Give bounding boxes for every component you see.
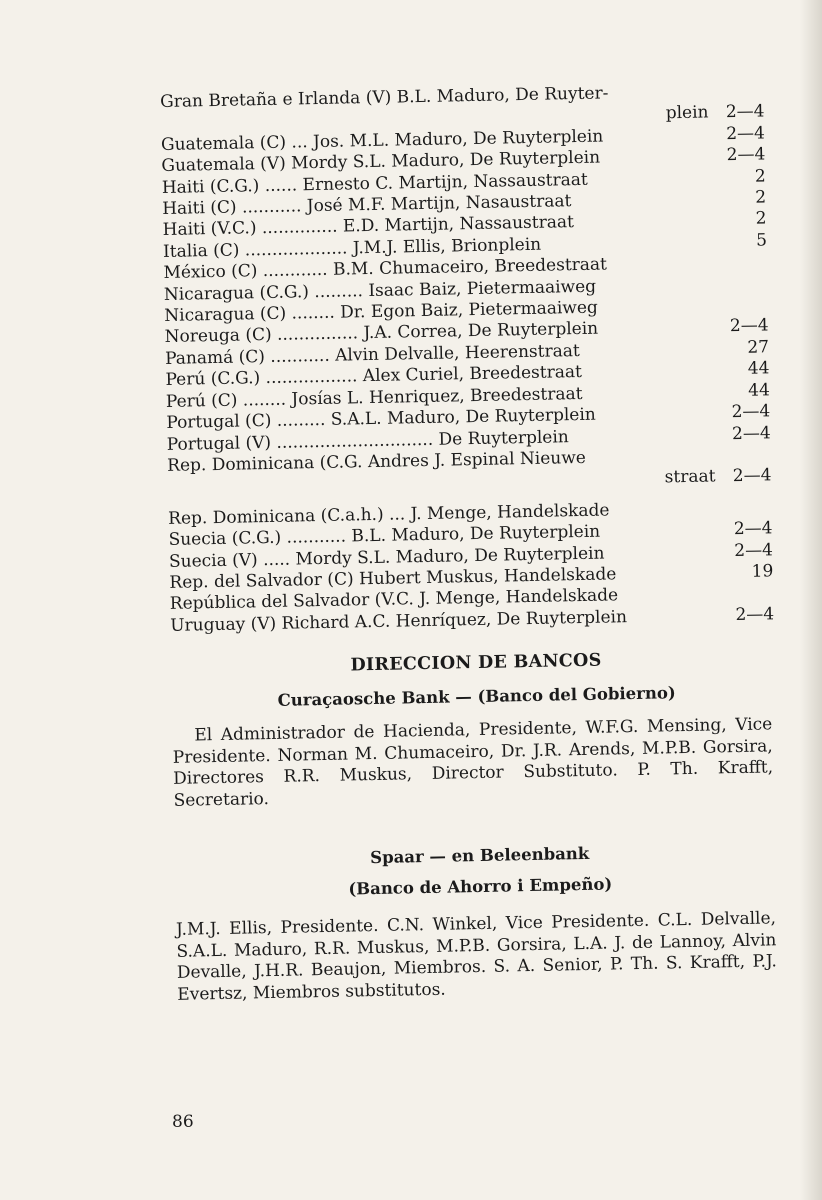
directory-page-ref [712, 294, 774, 295]
bank2-text: J.M.J. Ellis, Presidente. C.N. Winkel, Vice Presidente. C.L. Delvalle, S.A.L. Maduro, R.R. Muskus, M.P.B. Gorsira, L.A. J. de Lannoy, Alvin Devalle, J.H.R. Beaujon, Miembros. S. A. Senior, P. Th. S. Krafft, P.J. Evertsz, Miembros substitutos. [175, 908, 777, 1005]
directory-page-ref: 2—4 [733, 518, 773, 540]
directory-entry: Perú (C) ........ Josías L. Henriquez, Breedestraat [165, 383, 583, 412]
directory-page-ref: 2—4 [731, 401, 771, 423]
directory-page-ref: 2—4 [731, 422, 771, 444]
directory-entry: Rep. Dominicana (C.G. Andres J. Espinal Nieuwe [166, 447, 587, 476]
directory-entry: Suecia (C.G.) ........... B.L. Maduro, De Ruyterplein [168, 521, 601, 551]
directory-entry: Guatemala (C) ... Jos. M.L. Maduro, De Ruyterplein [160, 126, 604, 155]
directory-entry: Perú (C.G.) ................. Alex Curiel, Breedestraat [165, 362, 583, 391]
page-text [160, 80, 787, 1006]
directory-entry: Gran Bretaña e Irlanda (V) B.L. Maduro, De Ruyter- [160, 83, 609, 112]
directory-entry: Nicaragua (C.G.) ......... Isaac Baiz, Pietermaaiweg [163, 276, 597, 305]
directory-page-ref: 44 [748, 380, 771, 401]
directory-entry: Haiti (C) ........... José M.F. Martijn, Nasaustraat [162, 191, 572, 220]
directory-page-ref: 5 [755, 230, 768, 251]
directory-entry: Noreuga (C) ............... J.A. Correa, De Ruyterplein [164, 319, 599, 348]
directory-entry: Italia (C) ................... J.M.J. Ellis, Brionplein [162, 234, 542, 262]
bank1-text: El Administrador de Hacienda, Presidente, W.F.G. Mensing, Vice Presidente. Norman M. Chumaceiro, Dr. J.R. Arends, M.P.B. Gorsira, Directores R.R. Muskus, Director Substituto. P. Th. Krafft, Secretario. [172, 714, 774, 811]
directory-entry: Nicaragua (C) ........ Dr. Egon Baiz, Pietermaaiweg [164, 297, 599, 327]
directory-entry: Guatemala (V) Mordy S.L. Maduro, De Ruyterplein [161, 147, 601, 177]
bank2-title: Spaar — en Beleenbank [369, 844, 590, 868]
directory-entry: Suecia (V) ..... Mordy S.L. Maduro, De Ruyterplein [168, 543, 605, 572]
directory-page-ref: 2—4 [734, 539, 774, 561]
directory-page-ref: 2—4 [726, 123, 766, 144]
directory-page-ref: 2 [754, 166, 766, 187]
bank2-subtitle: (Banco de Ahorro i Empeño) [348, 874, 613, 899]
directory-entry: Portugal (V) ............................. De Ruyterplein [166, 426, 569, 455]
consulate-directory [160, 80, 780, 637]
page-number: 86 [172, 1112, 194, 1132]
section-title: DIRECCION DE BANCOS [350, 650, 602, 676]
directory-page-ref: 2—4 [725, 101, 765, 123]
directory-page-ref: 27 [747, 337, 770, 358]
directory-page-ref: 2—4 [732, 465, 772, 486]
directory-entry: México (C) ............ B.M. Chumaceiro, Breedestraat [163, 254, 608, 284]
directory-entry: República del Salvador (V.C. J. Menge, Handelskade [169, 585, 619, 615]
directory-entry: Panamá (C) ........... Alvin Delvalle, Heerenstraat [164, 340, 580, 369]
directory-page-ref [716, 497, 778, 498]
bank1-title: Curaçaosche Bank — (Banco del Gobierno) [277, 683, 676, 711]
directory-page-ref: 2 [755, 187, 767, 208]
directory-page-ref: 2—4 [729, 315, 769, 337]
directory-page-ref: 2 [755, 208, 767, 230]
directory-entry-continuation: straat [664, 466, 716, 488]
directory-entry: Rep. del Salvador (C) Hubert Muskus, Handelskade [169, 564, 617, 593]
directory-page-ref: 2—4 [735, 604, 775, 625]
directory-page-ref: 44 [747, 358, 770, 380]
directory-page-ref: 2—4 [726, 144, 766, 166]
directory-entry: Haiti (V.C.) .............. E.D. Martijn, Nassaustraat [162, 212, 575, 241]
directory-page-ref [712, 273, 774, 274]
directory-entry: Haiti (C.G.) ...... Ernesto C. Martijn, Nassaustraat [161, 169, 588, 198]
page-edge-shadow [800, 0, 822, 1200]
directory-entry: Portugal (C) ......... S.A.L. Maduro, De Ruyterplein [166, 404, 596, 434]
directory-entry-continuation: plein [665, 102, 709, 124]
directory-page-ref: 19 [751, 561, 774, 582]
directory-entry: Rep. Dominicana (C.a.h.) ... J. Menge, Handelskade [167, 500, 610, 529]
directory-entry: Uruguay (V) Richard A.C. Henríquez, De Ruyterplein [170, 606, 628, 636]
